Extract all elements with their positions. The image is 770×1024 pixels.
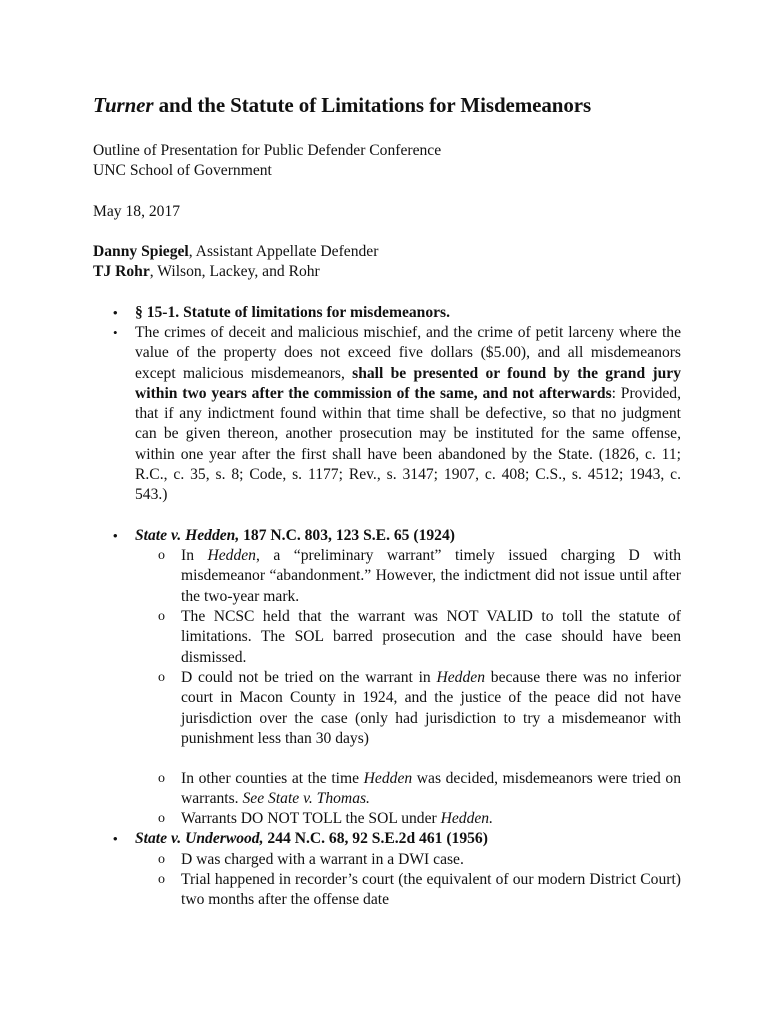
bullet-circle: o <box>158 609 165 624</box>
bullet-disc: • <box>113 325 118 340</box>
author-2 <box>93 262 320 282</box>
underwood-p2-text: Trial happened in recorder’s court (the equivalent of our modern District Court) two months after the offense date <box>181 871 681 909</box>
hedden-p1-pre: In <box>181 547 208 564</box>
hedden-p3-post: because there was no inferior court in Macon County in 1924, and the justice of the peace did not have jurisdiction over the case (only had jurisdiction to try a misdemeanor with punishment less than 30 days) <box>181 669 681 747</box>
hedden-case-name: State v. Hedden, <box>135 527 240 544</box>
hedden-p4-pre: In other counties at the time <box>181 770 364 787</box>
hedden-p2-text: The NCSC held that the warrant was NOT VALID to toll the statute of limitations. The SOL barred prosecution and the case should have been dismissed. <box>181 608 681 666</box>
author-2-name: TJ Rohr <box>93 263 150 280</box>
bullet-disc: • <box>113 305 118 320</box>
hedden-point-5 <box>158 809 681 829</box>
bullet-disc: • <box>113 831 118 846</box>
hedden-p3-case: Hedden <box>436 669 485 686</box>
hedden-p4-see: See State v. Thomas. <box>242 790 370 808</box>
bullet-circle: o <box>158 852 165 867</box>
author-1-name: Danny Spiegel <box>93 243 189 260</box>
subtitle-line-2: UNC School of Government <box>93 162 272 179</box>
hedden-point-4 <box>158 769 681 810</box>
document-title <box>93 93 591 118</box>
hedden-p5-pre: Warrants DO NOT TOLL the SOL under <box>181 810 441 827</box>
bullet-circle: o <box>158 670 165 685</box>
hedden-point-1 <box>158 546 681 607</box>
bullet-disc: • <box>113 528 118 543</box>
title-case-name: Turner <box>93 93 154 117</box>
statute-text-bold: shall be presented or found by the grand jury within two years after the commission of the same, and not afterwards <box>135 364 681 402</box>
hedden-p4-mid: was decided, misdemeanors were tried on warrants. <box>181 770 681 808</box>
statute-heading <box>113 303 681 323</box>
statute-text-after: : Provided, that if any indictment found within that time shall be defective, so that no judgment can be given thereon, another prosecution may be instituted for the same offense, within one year after the first shall have been abandoned by the State. (1826, c. 11; R.C., c. 35, s. 8; Code, s. 1177; Rev., s. 3147; 1907, c. 408; C.S., s. 4512; 1943, c. 543.) <box>135 384 682 504</box>
hedden-citation: 187 N.C. 803, 123 S.E. 65 (1924) <box>239 527 455 544</box>
underwood-p1-text: D was charged with a warrant in a DWI case. <box>181 851 464 868</box>
underwood-point-1 <box>158 850 681 870</box>
statute-text-before: The crimes of deceit and malicious mischief, and the crime of petit larceny where the value of the property does not exceed five dollars ($5.00), and all misdemeanors except malicious misdemeanors, <box>135 324 681 382</box>
bullet-circle: o <box>158 771 165 786</box>
bullet-circle: o <box>158 548 165 563</box>
document-date: May 18, 2017 <box>93 203 181 220</box>
hedden-point-2 <box>158 607 681 668</box>
underwood-citation: 244 N.C. 68, 92 S.E.2d 461 (1956) <box>263 830 488 847</box>
subtitle-line-1: Outline of Presentation for Public Defender Conference <box>93 142 442 159</box>
statute-heading-text: § 15-1. Statute of limitations for misdemeanors. <box>135 304 451 321</box>
hedden-heading <box>113 526 681 546</box>
author-2-role: , Wilson, Lackey, and Rohr <box>149 263 320 280</box>
hedden-p5-case: Hedden. <box>440 810 494 827</box>
hedden-p4-case: Hedden <box>363 770 413 787</box>
underwood-point-2 <box>158 870 681 911</box>
hedden-point-3 <box>158 668 681 749</box>
underwood-heading <box>113 829 681 849</box>
author-1 <box>93 242 378 262</box>
hedden-p1-post: , a “preliminary warrant” timely issued charging D with misdemeanor “abandonment.” However, the indictment did not issue until after the two-year mark. <box>181 547 681 605</box>
hedden-p1-case: Hedden <box>207 547 256 564</box>
underwood-case-name: State v. Underwood, <box>135 830 264 847</box>
hedden-p3-pre: D could not be tried on the warrant in <box>181 669 437 686</box>
statute-text <box>113 323 682 506</box>
author-1-role: , Assistant Appellate Defender <box>188 243 379 260</box>
bullet-circle: o <box>158 811 165 826</box>
title-rest: and the Statute of Limitations for Misdemeanors <box>153 93 592 117</box>
bullet-circle: o <box>158 872 165 887</box>
